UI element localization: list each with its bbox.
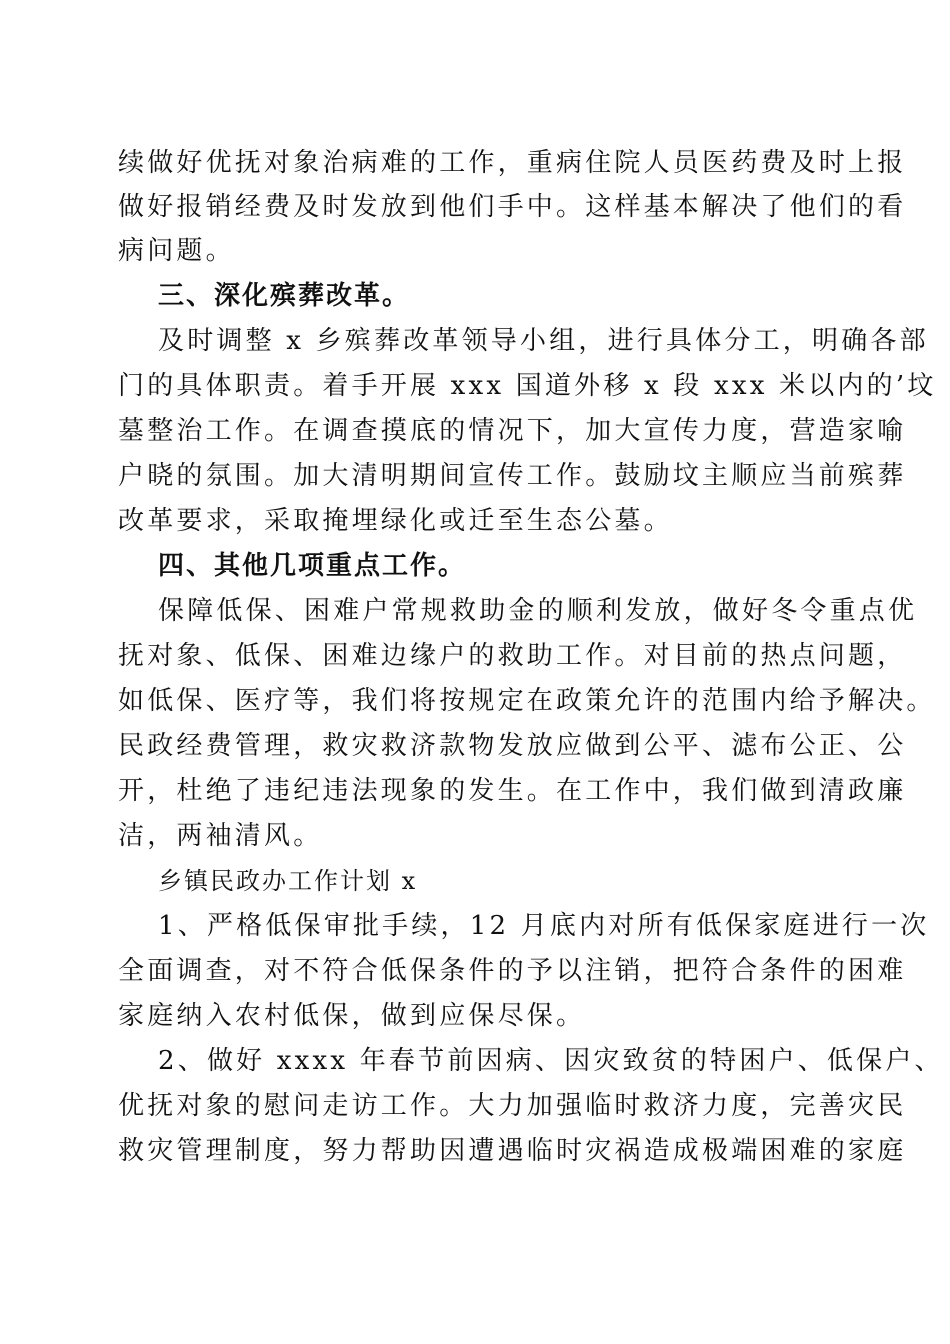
- paragraph-line: 2、做好 xxxx 年春节前因病、因灾致贫的特困户、低保户、: [158, 1046, 944, 1076]
- paragraph-line: 续做好优抚对象治病难的工作，重病住院人员医药费及时上报: [118, 148, 907, 178]
- section-heading-four: 四、其他几项重点工作。: [158, 551, 467, 581]
- paragraph-line: 民政经费管理，救灾救济款物发放应做到公平、滤布公正、公: [118, 731, 907, 761]
- document-subtitle: 乡镇民政办工作计划 x: [158, 867, 418, 895]
- paragraph-line: 全面调查，对不符合低保条件的予以注销，把符合条件的困难: [118, 956, 907, 986]
- paragraph-line: 开，杜绝了违纪违法现象的发生。在工作中，我们做到清政廉: [118, 776, 907, 806]
- paragraph-line: 家庭纳入农村低保，做到应保尽保。: [118, 1001, 586, 1031]
- paragraph-line: 保障低保、困难户常规救助金的顺利发放，做好冬令重点优: [158, 596, 918, 626]
- paragraph-line: 1、严格低保审批手续，12 月底内对所有低保家庭进行一次: [158, 911, 930, 941]
- paragraph-line: 救灾管理制度，努力帮助因遭遇临时灾祸造成极端困难的家庭: [118, 1136, 907, 1166]
- paragraph-line: 洁，两袖清风。: [118, 821, 323, 851]
- paragraph-line: 做好报销经费及时发放到他们手中。这样基本解决了他们的看: [118, 192, 907, 222]
- paragraph-line: 墓整治工作。在调查摸底的情况下，加大宣传力度，营造家喻: [118, 416, 907, 446]
- paragraph-line: 改革要求，采取掩埋绿化或迁至生态公墓。: [118, 506, 673, 536]
- paragraph-line: 抚对象、低保、困难边缘户的救助工作。对目前的热点问题，: [118, 641, 907, 671]
- paragraph-line: 如低保、医疗等，我们将按规定在政策允许的范围内给予解决。: [118, 686, 936, 716]
- paragraph-line: 优抚对象的慰问走访工作。大力加强临时救济力度，完善灾民: [118, 1091, 907, 1121]
- paragraph-line: 及时调整 x 乡殡葬改革领导小组，进行具体分工，明确各部: [158, 326, 929, 356]
- paragraph-line: 户晓的氛围。加大清明期间宣传工作。鼓励坟主顺应当前殡葬: [118, 461, 907, 491]
- paragraph-line: 病问题。: [118, 236, 235, 266]
- section-heading-three: 三、深化殡葬改革。: [158, 281, 411, 311]
- paragraph-line: 门的具体职责。着手开展 xxx 国道外移 x 段 xxx 米以内的’坟: [118, 371, 937, 401]
